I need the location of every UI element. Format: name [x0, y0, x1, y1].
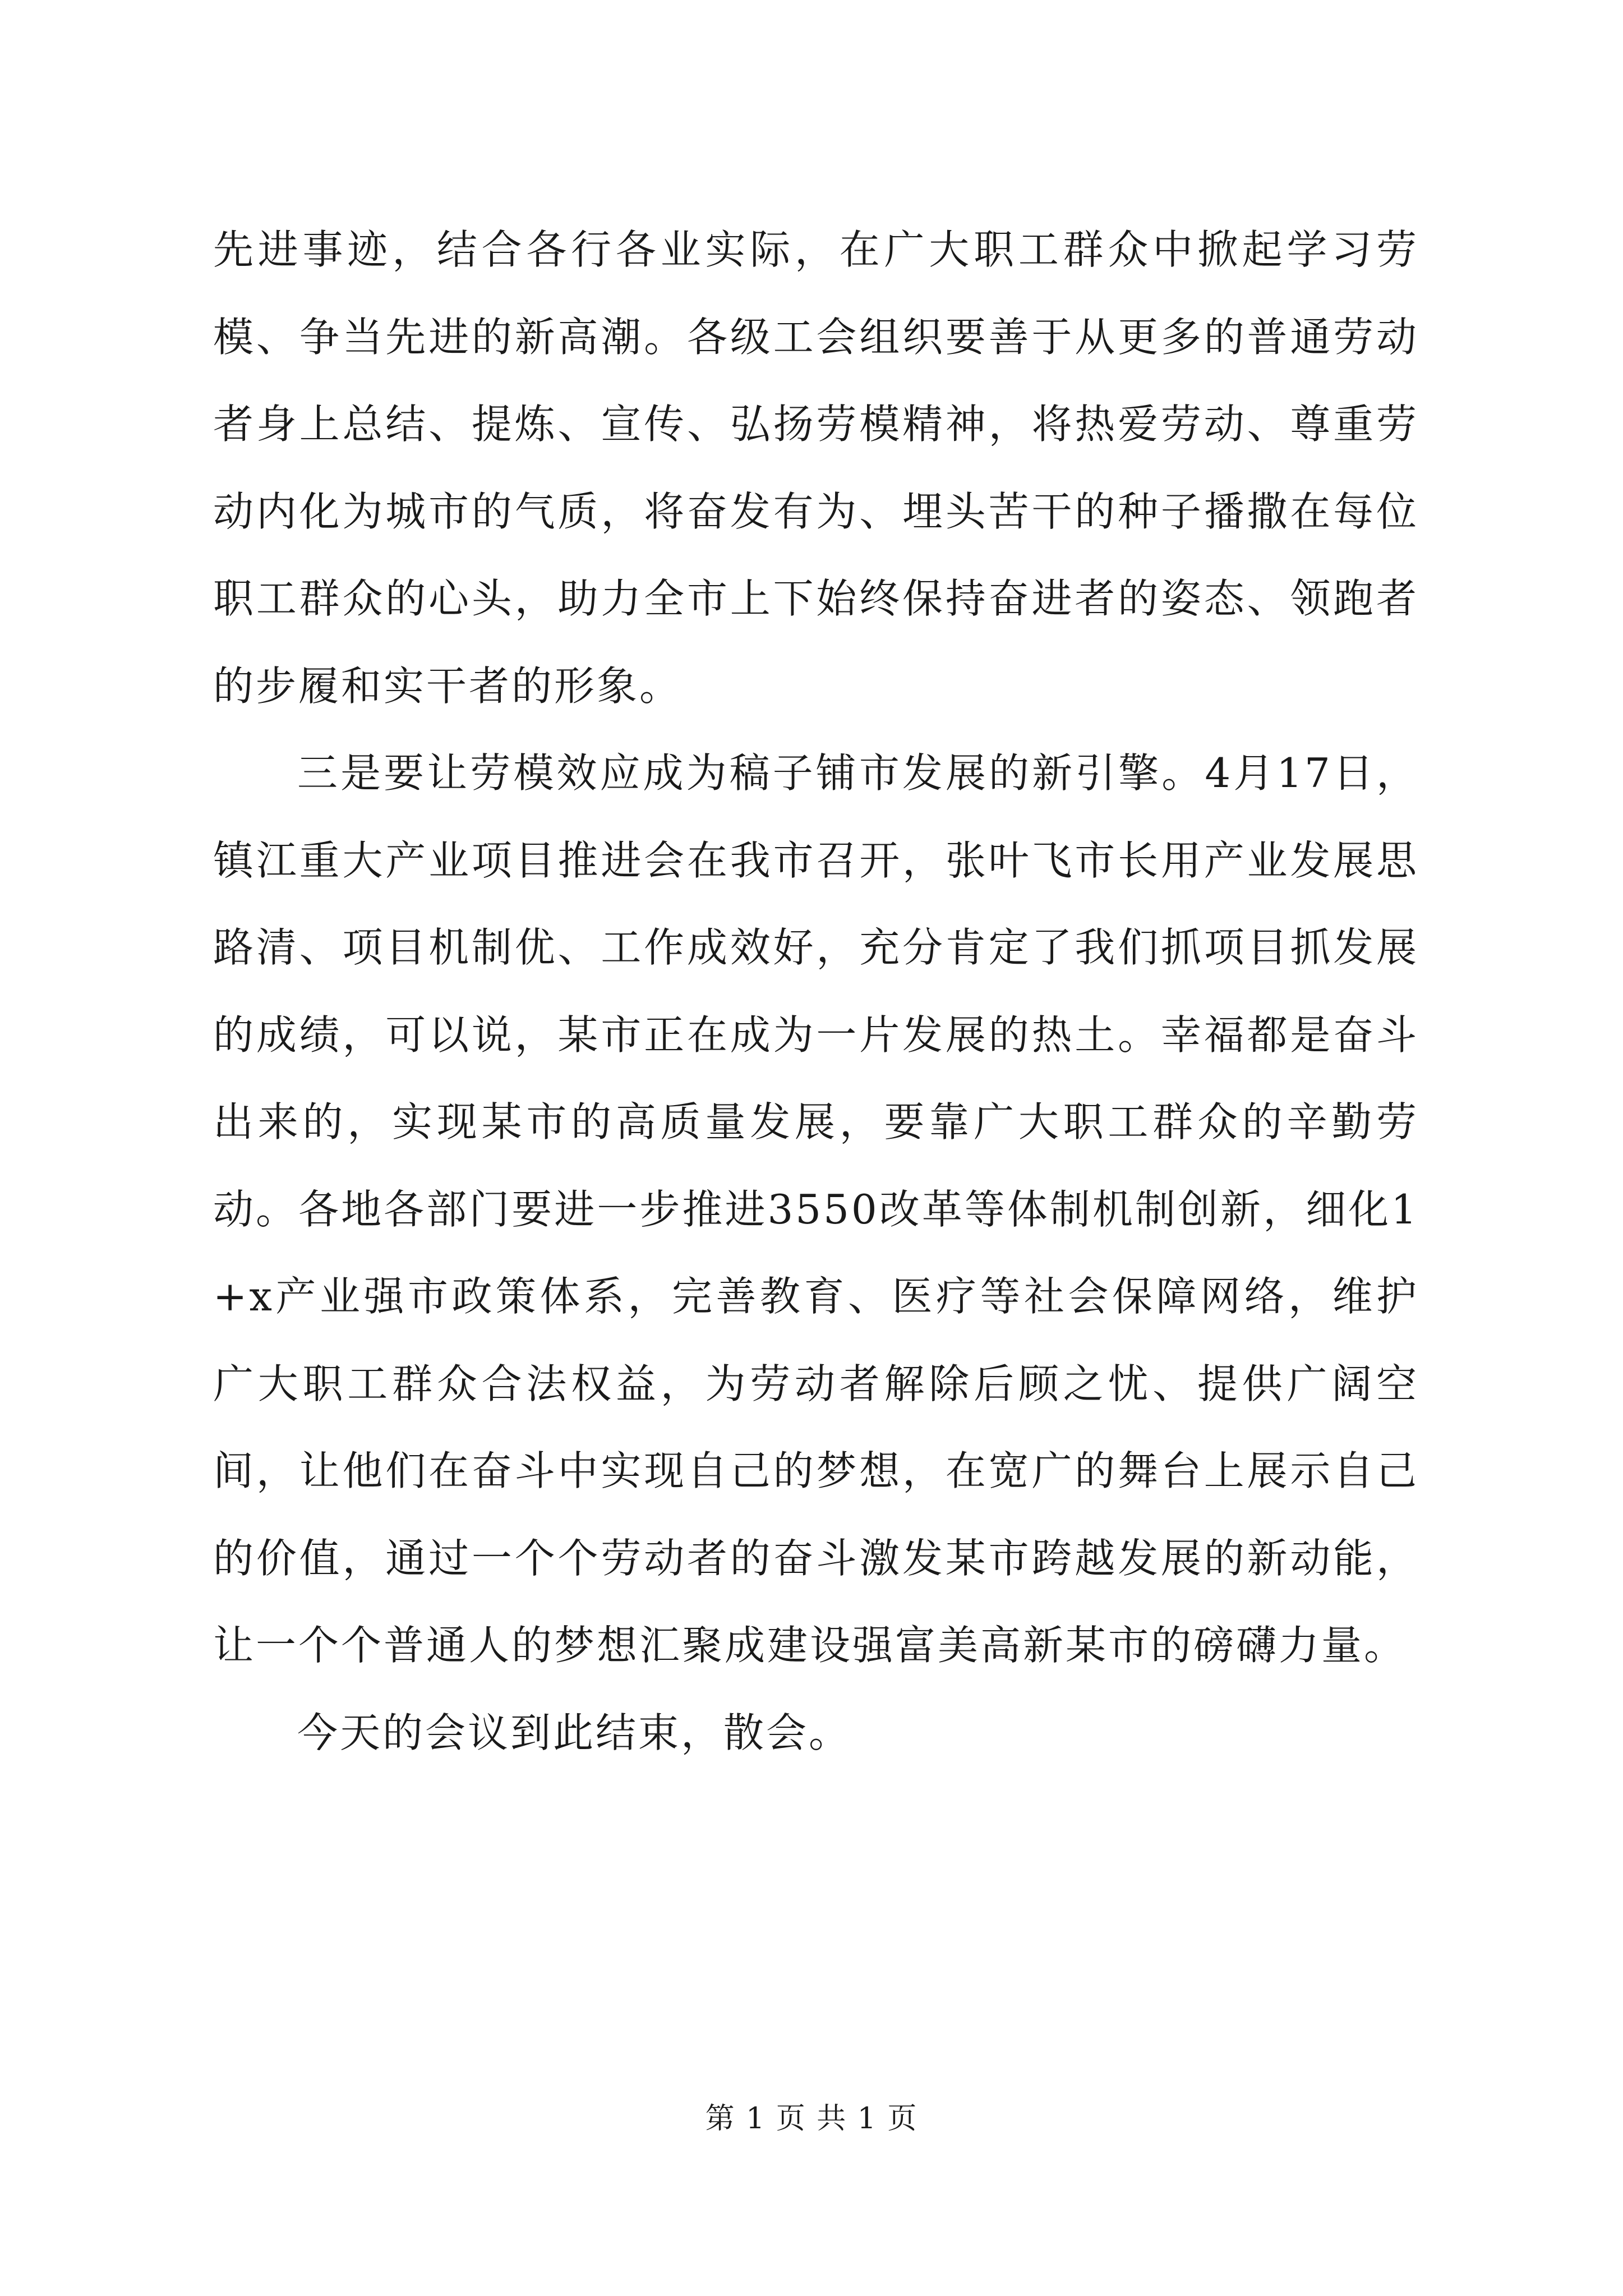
- paragraph-point-three: 三是要让劳模效应成为稿子铺市发展的新引擎。4月17日，镇江重大产业项目推进会在我市召开，张叶飞市长用产业发展思路清、项目机制优、工作成效好，充分肯定了我们抓项目抓发展的成绩，可以说，某市正在成为一片发展的热土。幸福都是奋斗出来的，实现某市的高质量发展，要靠广大职工群众的辛勤劳动。各地各部门要进一步推进3550改革等体制机制创新，细化1+x产业强市政策体系，完善教育、医疗等社会保障网络，维护广大职工群众合法权益，为劳动者解除后顾之忧、提供广阔空间，让他们在奋斗中实现自己的梦想，在宽广的舞台上展示自己的价值，通过一个个劳动者的奋斗激发某市跨越发展的新动能，让一个个普通人的梦想汇聚成建设强富美高新某市的磅礴力量。: [213, 749, 1419, 1669]
- page-footer: 第 1 页 共 1 页: [705, 2102, 918, 2136]
- document-body: [213, 206, 1419, 1777]
- paragraph-continuation: 先进事迹，结合各行各业实际，在广大职工群众中掀起学习劳模、争当先进的新高潮。各级工会组织要善于从更多的普通劳动者身上总结、提炼、宣传、弘扬劳模精神，将热爱劳动、尊重劳动内化为城市的气质，将奋发有为、埋头苦干的种子播撒在每位职工群众的心头，助力全市上下始终保持奋进者的姿态、领跑者的步履和实干者的形象。: [213, 226, 1419, 710]
- paragraph-closing: 今天的会议到此结束，散会。: [297, 1709, 852, 1756]
